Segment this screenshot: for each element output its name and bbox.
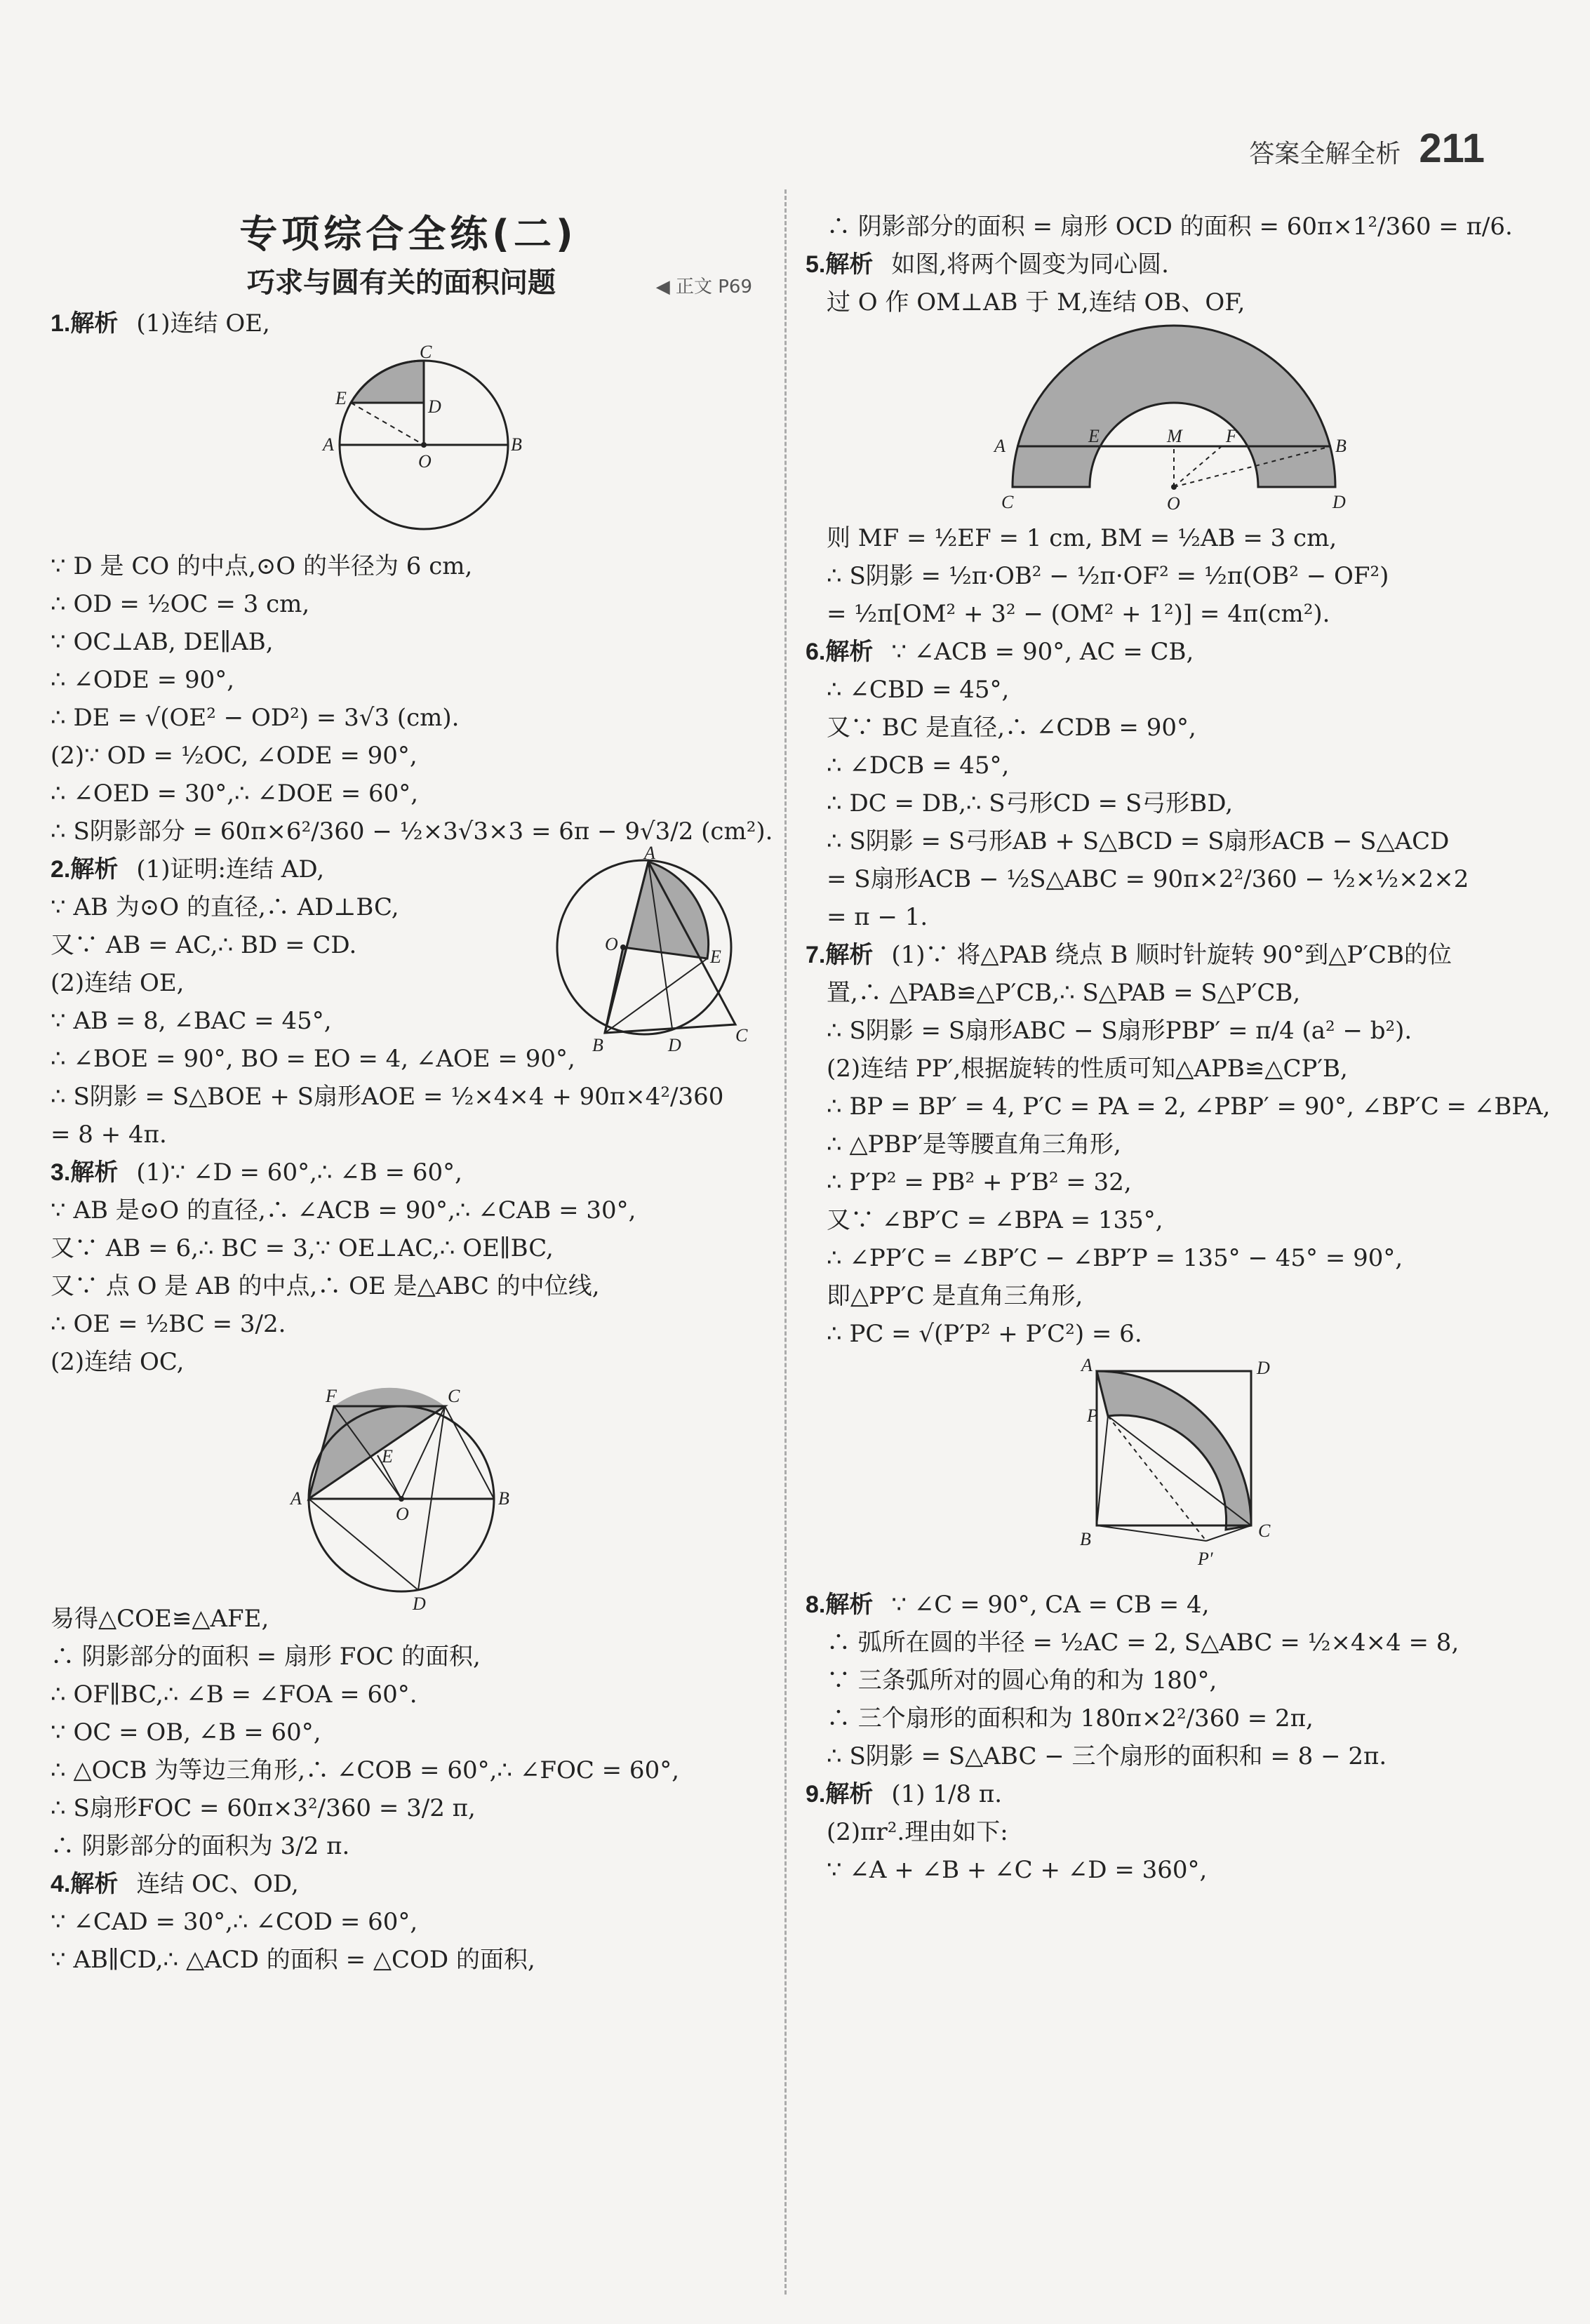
shaded-ring: [1013, 326, 1335, 487]
textbook-reference: ◀ 正文 P69: [655, 276, 752, 298]
column-divider: [784, 189, 787, 2295]
svg-text:B: B: [592, 1035, 603, 1055]
page-number: 211: [1419, 126, 1485, 171]
figure-7: [1069, 1357, 1279, 1582]
shaded-region: [351, 361, 424, 403]
shaded-region: [334, 1388, 445, 1406]
svg-text:C: C: [1001, 492, 1014, 512]
segment-of: [1174, 446, 1222, 487]
svg-text:C: C: [735, 1025, 748, 1046]
page-title: 专项综合全练(二): [239, 212, 577, 256]
problem-3: 3.解析 (1)∵ ∠D = 60°,∴ ∠B = 60°, ∵ AB 是⊙O 的直径,∴ ∠ACB = 90°,∴ ∠CAB = 30°, 又∵ AB = 6,∴ BC = 3,∵ OE⊥AC,∴ OE∥BC, 又∵ 点 O 是 AB 的中点,∴ OE 是△ABC 的中位线, ∴ OE = ½BC = 3/2. (2)连结 OC, F C E A O B D 易得△COE≌△AFE, ∴ 阴影部分的面积 = 扇形 FOC 的面积, ∴ OF∥BC,∴ ∠B = ∠FOA = 60°. ∵ OC = OB, ∠B = 60°, ∴ △OCB 为等边三角形,∴ ∠COB = 60°,∴ ∠FOC = 60°, ∴ S扇形FOC = 60π×3²/360 = 3/2 π, ∴ 阴影部分的面积为 3/2 π.: [51, 1158, 680, 1860]
svg-text:A: A: [644, 843, 655, 863]
svg-text:D: D: [413, 1594, 426, 1614]
problem-1: 1.解析 (1)连结 OE, C D E A O B ∵ D 是 CO 的中点,⊙O 的半径为 6 cm, ∴ OD = ½OC = 3 cm, ∵ OC⊥AB, DE∥AB, ∴ ∠ODE = 90°, ∴ DE = √(OE² − OD²) = 3√3 (cm). (2)∵ OD = ½OC, ∠ODE = 90°, ∴ ∠OED = 30°,∴ ∠DOE = 60°, ∴ S阴影部分 = 60π×6²/360 − ½×3√3×3 = 6π − 9√3/2 (cm²).: [51, 309, 773, 846]
problem-6: 6.解析 ∵ ∠ACB = 90°, AC = CB, ∴ ∠CBD = 45°, 又∵ BC 是直径,∴ ∠CDB = 90°, ∴ ∠DCB = 45°, ∴ DC = DB,∴ S弓形CD = S弓形BD, ∴ S阴影 = S弓形AB + S△BCD = S扇形ACB − S△ACD = S扇形ACB − ½S△ABC = 90π×2²/360 − ½×½×2×2 = π − 1.: [806, 638, 1469, 931]
figure-3: [282, 1385, 521, 1614]
svg-text:B: B: [498, 1488, 509, 1509]
figure-5: [991, 326, 1356, 515]
problem-4-continued: ∴ 阴影部分的面积 = 扇形 OCD 的面积 = 60π×1²/360 = π/6.: [827, 213, 1513, 241]
svg-text:O: O: [605, 934, 618, 954]
svg-text:P′: P′: [1198, 1549, 1213, 1569]
svg-text:O: O: [396, 1504, 409, 1524]
svg-text:A: A: [290, 1488, 302, 1509]
page-header: [1249, 125, 1485, 172]
figure-2: [542, 843, 752, 1061]
svg-text:C: C: [448, 1386, 460, 1406]
section-label: 答案全解全析: [1249, 140, 1401, 168]
segment-bp-prime: [1097, 1525, 1206, 1541]
left-column: [51, 208, 773, 1979]
svg-text:E: E: [710, 947, 721, 967]
arrow-icon: ◀: [655, 276, 676, 298]
subtitle: 巧求与圆有关的面积问题: [247, 267, 556, 299]
figure-1: [289, 342, 522, 543]
segment-oe: [351, 403, 424, 445]
svg-text:M: M: [1167, 426, 1182, 446]
svg-text:P: P: [1087, 1405, 1098, 1426]
svg-text:A: A: [994, 436, 1006, 456]
svg-text:B: B: [1080, 1529, 1091, 1549]
svg-text:F: F: [1226, 426, 1237, 446]
svg-text:E: E: [335, 388, 347, 408]
svg-text:B: B: [511, 434, 522, 455]
svg-text:B: B: [1335, 436, 1347, 456]
segment-cb: [445, 1406, 494, 1499]
problem-4: 4.解析 连结 OC、OD, ∵ ∠CAD = 30°,∴ ∠COD = 60°, ∵ AB∥CD,∴ △ACD 的面积 = △COD 的面积,: [51, 1870, 535, 1974]
svg-text:A: A: [1081, 1355, 1093, 1375]
segment-pb: [1097, 1416, 1108, 1525]
svg-text:O: O: [1167, 493, 1180, 514]
right-column: [806, 208, 1551, 1889]
svg-text:C: C: [1258, 1521, 1271, 1541]
svg-text:D: D: [1332, 492, 1346, 512]
problem-7: 7.解析 (1)∵ 将△PAB 绕点 B 顺时针旋转 90°到△P′CB的位 置,∴ △PAB≌△P′CB,∴ S△PAB = S△P′CB, ∴ S阴影 = S扇形ABC − S扇形PBP′ = π/4 (a² − b²). (2)连结 PP′,根据旋转的性质可知△APB≌△CP′B, ∴ BP = BP′ = 4, P′C = PA = 2, ∠PBP′ = 90°, ∠BP′C = ∠BPA, ∴ △PBP′是等腰直角三角形, ∴ P′P² = PB² + P′B² = 32, 又∵ ∠BP′C = ∠BPA = 135°, ∴ ∠PP′C = ∠BP′C − ∠BP′P = 135° − 45° = 90°, 即△PP′C 是直角三角形, ∴ PC = √(P′P² + P′C²) = 6. A D P B C P′: [806, 936, 1542, 1582]
svg-text:D: D: [668, 1035, 681, 1055]
problem-5: 5.解析 如图,将两个圆变为同心圆. 过 O 作 OM⊥AB 于 M,连结 OB、OF, A E M F B C O D 则 MF = ½EF = 1 cm, BM = ½AB = 3 cm, ∴ S阴影 = ½π·OB² − ½π·OF² = ½π(OB² − OF²) = ½π[OM² + 3² − (OM² + 1²)] = 4π(cm²).: [806, 251, 1389, 628]
problem-2: 2.解析 (1)证明:连结 AD, ∵ AB 为⊙O 的直径,∴ AD⊥BC, 又∵ AB = AC,∴ BD = CD. (2)连结 OE, ∵ AB = 8, ∠BAC = 45°, ∴ ∠BOE = 90°, BO = EO = 4, ∠AOE = 90°, ∴ S阴影 = S△BOE + S扇形AOE = ½×4×4 + 90π×4²/360 = 8 + 4π. A O E B D C: [51, 850, 752, 1154]
problem-9: 9.解析 (1) 1/8 π. (2)πr².理由如下: ∵ ∠A + ∠B + ∠C + ∠D = 360°,: [806, 1780, 1208, 1884]
shaded-triangle: [309, 1406, 445, 1499]
svg-text:D: D: [1257, 1358, 1270, 1378]
svg-text:E: E: [382, 1446, 393, 1467]
svg-text:C: C: [420, 342, 432, 362]
svg-text:A: A: [323, 434, 334, 455]
svg-text:D: D: [428, 396, 441, 417]
problem-8: 8.解析 ∵ ∠C = 90°, CA = CB = 4, ∴ 弧所在圆的半径 = ½AC = 2, S△ABC = ½×4×4 = 8, ∵ 三条弧所对的圆心角的和为 180°, ∴ 三个扇形的面积和为 180π×2²/360 = 2π, ∴ S阴影 = S△ABC − 三个扇形的面积和 = 8 − 2π.: [806, 1591, 1459, 1770]
shaded-region: [1097, 1371, 1251, 1530]
svg-text:F: F: [326, 1386, 337, 1406]
svg-text:E: E: [1088, 426, 1100, 446]
svg-text:O: O: [418, 451, 432, 472]
